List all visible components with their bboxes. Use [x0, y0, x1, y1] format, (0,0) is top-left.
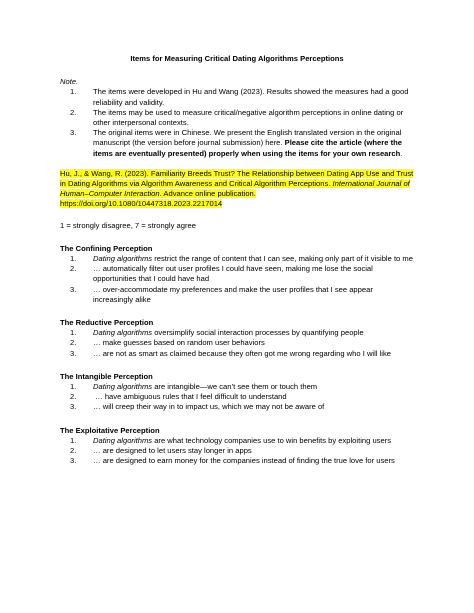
- scale-item: [70, 436, 414, 446]
- scale-description: 1 = strongly disagree, 7 = strongly agree: [60, 220, 196, 230]
- item-subject: Dating algorithms: [93, 382, 153, 392]
- scale-item: [70, 264, 414, 284]
- item-text: are intangible—we can’t see them or touch them: [152, 382, 318, 392]
- note-number: 2.: [70, 107, 77, 117]
- note-text-end: .: [400, 148, 403, 158]
- sections-container: [60, 244, 414, 467]
- item-number: 1.: [70, 435, 77, 445]
- item-text: … are designed to earn money for the companies instead of finding the true love for users: [93, 456, 395, 466]
- scale-item: [70, 382, 414, 392]
- item-number: 1.: [70, 382, 77, 392]
- note-number: 1.: [70, 87, 77, 97]
- citation-journal: International Journal of Human–Computer Interaction: [60, 179, 410, 199]
- item-text: … over-accommodate my preferences and make the user profiles that I see appear increasingly alike: [93, 284, 375, 304]
- item-number: 2.: [70, 446, 77, 456]
- note-item: [70, 128, 414, 159]
- citation: [60, 169, 414, 210]
- item-text: … are not as smart as claimed because they often got me wrong regarding who I will like: [93, 348, 391, 358]
- note-citation-request: Please cite the article (where the items are eventually presented) properly when using the items for your own research: [93, 138, 402, 158]
- item-number: 1.: [70, 328, 77, 338]
- item-list: [60, 382, 414, 413]
- item-text: … will creep their way in to impact us, which we may not be aware of: [93, 402, 325, 412]
- item-text: … are designed to let users stay longer in apps: [93, 446, 252, 456]
- note-item: [70, 108, 414, 128]
- scale-item: [70, 446, 414, 456]
- item-number: 3.: [70, 456, 77, 466]
- item-number: 2.: [70, 392, 77, 402]
- note-text: The items may be used to measure critical/negative algorithm perceptions in online dating or other interpersonal contexts.: [93, 107, 404, 128]
- section: [60, 372, 414, 413]
- section-title: The Intangible Perception: [60, 371, 153, 381]
- item-subject: Dating algorithms: [93, 328, 153, 338]
- item-subject: Dating algorithms: [93, 254, 153, 264]
- citation-publication-status: . Advance online publication.: [159, 189, 256, 199]
- notes-list: [60, 87, 414, 158]
- note-item: [70, 87, 414, 107]
- citation-reference: Hu, J., & Wang, R. (2023). Familiarity Breeds Trust? The Relationship between Dating App Use and Trust in Dating Algorithms via Algorithm Awareness and Critical Algorithm Perceptions.: [60, 168, 414, 189]
- scale-item: [70, 402, 414, 412]
- item-subject: Dating algorithms: [93, 435, 153, 445]
- item-text: … make guesses based on random user behaviors: [93, 338, 265, 348]
- scale-item: [70, 338, 414, 348]
- item-text: oversimplify social interaction processes by quantifying people: [152, 328, 364, 338]
- citation-doi-link[interactable]: https://doi.org/10.1080/10447318.2023.2217014: [60, 199, 223, 209]
- scale-item: [70, 456, 414, 466]
- document-title: Items for Measuring Critical Dating Algorithms Perceptions: [130, 54, 344, 63]
- section: [60, 426, 414, 467]
- scale-item: [70, 392, 414, 402]
- section-title: The Reductive Perception: [60, 318, 154, 328]
- item-list: [60, 436, 414, 467]
- item-number: 3.: [70, 348, 77, 358]
- item-number: 1.: [70, 254, 77, 264]
- note-text: The items were developed in Hu and Wang (2023). Results showed the measures had a good reliability and validity.: [93, 87, 409, 107]
- note-label: Note.: [60, 77, 79, 87]
- note-text: The original items were in Chinese. We present the English translated version in the original manuscript (the version before journal submission) here.: [93, 128, 402, 148]
- scale-item: [70, 328, 414, 338]
- item-text: are what technology companies use to win benefits by exploiting users: [152, 435, 392, 445]
- item-number: 2.: [70, 338, 77, 348]
- item-text: … automatically filter out user profiles I could have seen, making me lose the social opportunities that I could have had: [93, 264, 375, 284]
- scale-item: [70, 285, 414, 305]
- note-number: 3.: [70, 128, 77, 138]
- scale-item: [70, 349, 414, 359]
- item-number: 3.: [70, 284, 77, 294]
- section: [60, 318, 414, 359]
- item-number: 2.: [70, 264, 77, 274]
- item-number: 3.: [70, 402, 77, 412]
- section-title: The Confining Perception: [60, 243, 153, 253]
- item-text: restrict the range of content that I can see, making only part of it visible to me: [152, 254, 413, 264]
- section-title: The Exploitative Perception: [60, 425, 160, 435]
- item-text: … have ambiguous rules that I feel difficult to understand: [93, 392, 287, 402]
- section: [60, 244, 414, 305]
- item-list: [60, 328, 414, 359]
- item-list: [60, 254, 414, 305]
- scale-item: [70, 254, 414, 264]
